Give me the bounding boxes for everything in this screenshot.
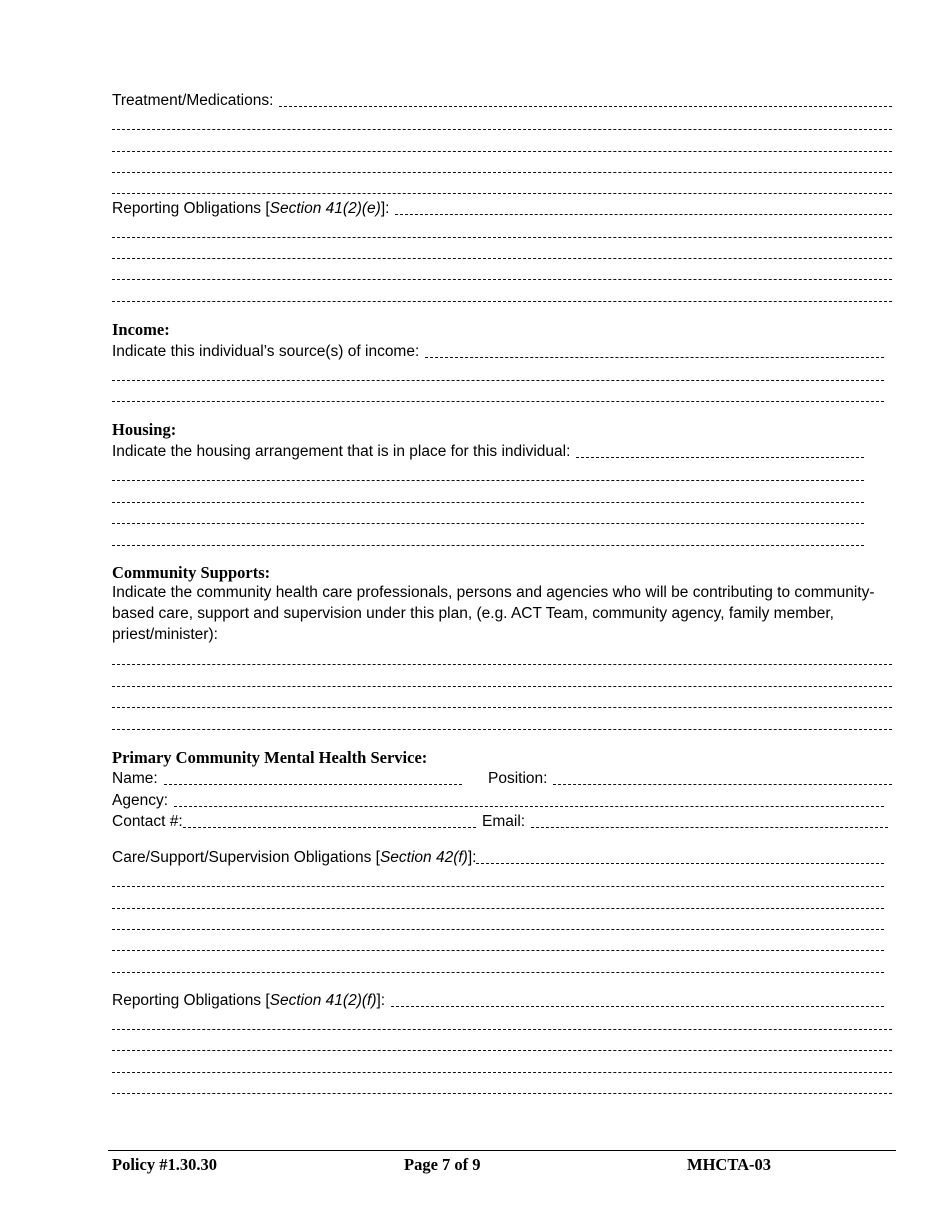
housing-line-4[interactable] (112, 545, 864, 546)
reporting-f-line-1[interactable] (112, 1029, 892, 1030)
community-line-3[interactable] (112, 707, 892, 708)
community-line-4[interactable] (112, 729, 892, 730)
care-line-4[interactable] (112, 950, 884, 951)
housing-line-1[interactable] (112, 480, 864, 481)
income-line-2[interactable] (112, 401, 884, 402)
community-supports-instructions: Indicate the community health care professionals, persons and agencies who will be contributing to community-based care, support and supervision under this plan, (e.g. ACT Team, community agency, family member, priest/minister): (112, 584, 875, 643)
name-field[interactable] (112, 766, 462, 788)
contact-number-label: Contact #: (112, 813, 183, 830)
footer-policy-number: Policy #1.30.30 (112, 1155, 217, 1174)
reporting-obligations-f-field[interactable] (112, 988, 884, 1010)
care-obligations-label: Care/Support/Supervision Obligations [Section 42(f)]: (112, 849, 477, 866)
care-obligations-blank[interactable] (476, 863, 884, 864)
agency-field[interactable] (112, 788, 884, 810)
position-field[interactable] (488, 766, 892, 788)
reporting-e-line-4[interactable] (112, 301, 892, 302)
footer-divider (108, 1150, 896, 1151)
reporting-obligations-f-label: Reporting Obligations [Section 41(2)(f)]: (112, 992, 386, 1009)
name-blank[interactable] (164, 784, 462, 785)
treatment-line-3[interactable] (112, 172, 892, 173)
reporting-e-line-1[interactable] (112, 237, 892, 238)
housing-arrangement-label: Indicate the housing arrangement that is in place for this individual: (112, 443, 571, 460)
care-line-5[interactable] (112, 972, 884, 973)
email-label: Email: (482, 813, 526, 830)
income-line-1[interactable] (112, 380, 884, 381)
community-line-2[interactable] (112, 686, 892, 687)
contact-number-field[interactable] (112, 809, 476, 831)
income-heading: Income: (112, 320, 170, 339)
treatment-line-4[interactable] (112, 193, 892, 194)
reporting-f-line-2[interactable] (112, 1050, 892, 1051)
position-blank[interactable] (553, 784, 892, 785)
reporting-f-line-3[interactable] (112, 1072, 892, 1073)
income-source-field[interactable] (112, 339, 884, 361)
housing-line-2[interactable] (112, 502, 864, 503)
reporting-e-line-3[interactable] (112, 279, 892, 280)
community-line-1[interactable] (112, 664, 892, 665)
name-label: Name: (112, 770, 158, 787)
care-line-1[interactable] (112, 886, 884, 887)
reporting-obligations-f-blank[interactable] (391, 1006, 884, 1007)
reporting-obligations-e-field[interactable] (112, 196, 892, 218)
treatment-line-2[interactable] (112, 151, 892, 152)
agency-blank[interactable] (174, 806, 884, 807)
email-field[interactable] (482, 809, 888, 831)
contact-number-blank[interactable] (183, 827, 476, 828)
care-line-2[interactable] (112, 908, 884, 909)
income-source-label: Indicate this individual’s source(s) of income: (112, 343, 420, 360)
footer-page-number: Page 7 of 9 (404, 1155, 481, 1174)
email-blank[interactable] (531, 827, 888, 828)
housing-line-3[interactable] (112, 523, 864, 524)
housing-arrangement-blank[interactable] (576, 457, 864, 458)
footer-form-code: MHCTA-03 (687, 1155, 772, 1174)
reporting-obligations-e-label: Reporting Obligations [Section 41(2)(e)]: (112, 200, 390, 217)
income-source-blank[interactable] (425, 357, 884, 358)
treatment-medications-label: Treatment/Medications: (112, 92, 274, 109)
reporting-e-line-2[interactable] (112, 258, 892, 259)
housing-heading: Housing: (112, 420, 177, 439)
reporting-obligations-e-blank[interactable] (395, 214, 892, 215)
care-obligations-field[interactable] (112, 845, 884, 867)
agency-label: Agency: (112, 792, 169, 809)
treatment-medications-blank[interactable] (279, 106, 892, 107)
reporting-f-line-4[interactable] (112, 1093, 892, 1094)
treatment-medications-field[interactable] (112, 88, 892, 110)
care-line-3[interactable] (112, 929, 884, 930)
housing-arrangement-field[interactable] (112, 439, 864, 461)
treatment-line-1[interactable] (112, 129, 892, 130)
community-supports-heading: Community Supports: (112, 563, 271, 582)
position-label: Position: (488, 770, 548, 787)
primary-service-heading: Primary Community Mental Health Service: (112, 748, 428, 767)
